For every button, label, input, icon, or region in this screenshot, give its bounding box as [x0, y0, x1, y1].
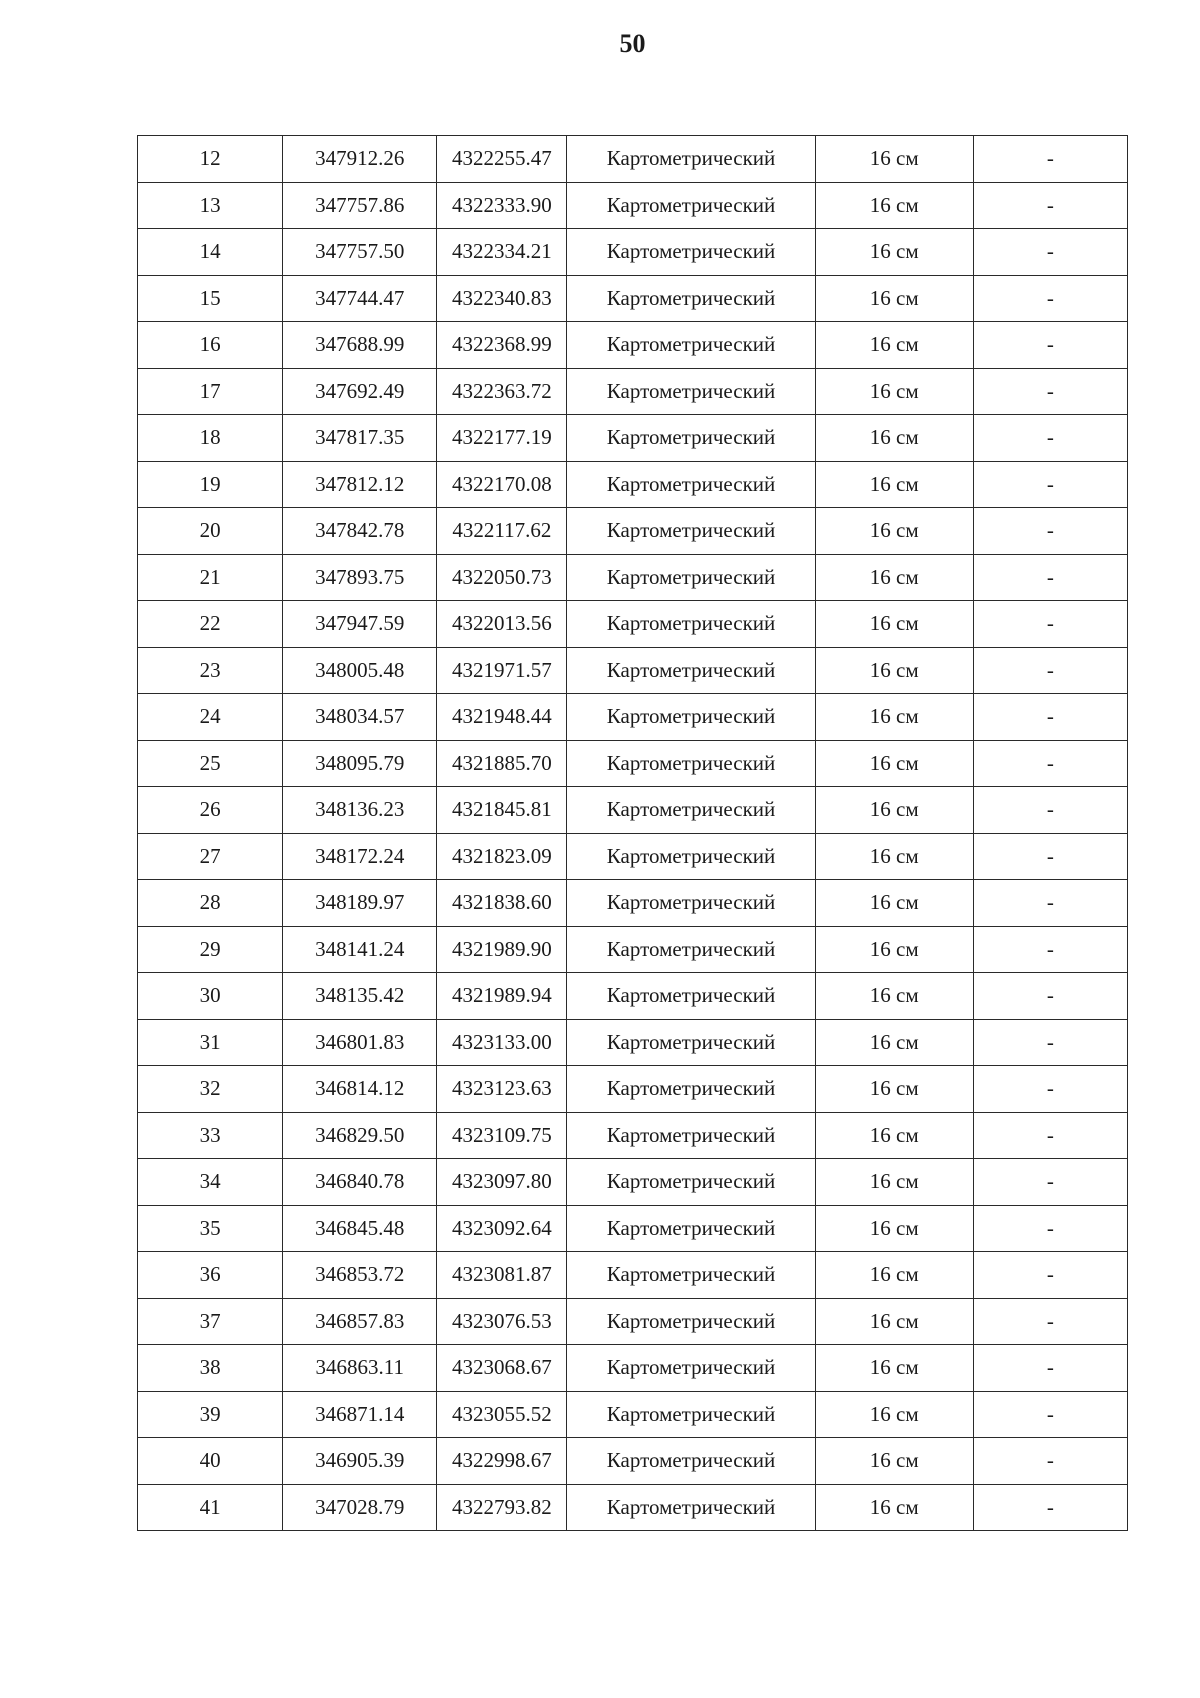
x-coordinate-cell: 347817.35 — [283, 415, 437, 462]
note-cell: - — [973, 136, 1127, 183]
table-row — [138, 368, 1128, 415]
x-coordinate-cell: 346905.39 — [283, 1438, 437, 1485]
point-number-cell: 17 — [138, 368, 283, 415]
accuracy-cell: 16 см — [815, 694, 973, 741]
table-row — [138, 461, 1128, 508]
x-coordinate-cell: 346863.11 — [283, 1345, 437, 1392]
x-coordinate-cell: 347692.49 — [283, 368, 437, 415]
note-cell: - — [973, 1484, 1127, 1531]
table-row — [138, 275, 1128, 322]
x-coordinate-cell: 347812.12 — [283, 461, 437, 508]
point-number-cell: 41 — [138, 1484, 283, 1531]
table-row — [138, 740, 1128, 787]
point-number-cell: 21 — [138, 554, 283, 601]
x-coordinate-cell: 348135.42 — [283, 973, 437, 1020]
point-number-cell: 34 — [138, 1159, 283, 1206]
method-cell: Картометрический — [567, 275, 815, 322]
method-cell: Картометрический — [567, 229, 815, 276]
x-coordinate-cell: 346845.48 — [283, 1205, 437, 1252]
accuracy-cell: 16 см — [815, 415, 973, 462]
x-coordinate-cell: 347744.47 — [283, 275, 437, 322]
y-coordinate-cell: 4323076.53 — [437, 1298, 567, 1345]
point-number-cell: 37 — [138, 1298, 283, 1345]
method-cell: Картометрический — [567, 833, 815, 880]
point-number-cell: 18 — [138, 415, 283, 462]
table-row — [138, 926, 1128, 973]
coordinates-table — [137, 135, 1128, 1531]
note-cell: - — [973, 694, 1127, 741]
point-number-cell: 38 — [138, 1345, 283, 1392]
note-cell: - — [973, 833, 1127, 880]
method-cell: Картометрический — [567, 1391, 815, 1438]
accuracy-cell: 16 см — [815, 1112, 973, 1159]
y-coordinate-cell: 4322363.72 — [437, 368, 567, 415]
table-row — [138, 833, 1128, 880]
y-coordinate-cell: 4322177.19 — [437, 415, 567, 462]
accuracy-cell: 16 см — [815, 461, 973, 508]
coordinates-table-body — [138, 136, 1128, 1531]
note-cell: - — [973, 1205, 1127, 1252]
table-row — [138, 508, 1128, 555]
y-coordinate-cell: 4323123.63 — [437, 1066, 567, 1113]
y-coordinate-cell: 4321948.44 — [437, 694, 567, 741]
point-number-cell: 36 — [138, 1252, 283, 1299]
point-number-cell: 26 — [138, 787, 283, 834]
accuracy-cell: 16 см — [815, 740, 973, 787]
x-coordinate-cell: 346857.83 — [283, 1298, 437, 1345]
method-cell: Картометрический — [567, 694, 815, 741]
note-cell: - — [973, 1112, 1127, 1159]
accuracy-cell: 16 см — [815, 647, 973, 694]
x-coordinate-cell: 348136.23 — [283, 787, 437, 834]
table-row — [138, 1252, 1128, 1299]
y-coordinate-cell: 4323097.80 — [437, 1159, 567, 1206]
point-number-cell: 30 — [138, 973, 283, 1020]
method-cell: Картометрический — [567, 973, 815, 1020]
point-number-cell: 19 — [138, 461, 283, 508]
table-row — [138, 229, 1128, 276]
y-coordinate-cell: 4322340.83 — [437, 275, 567, 322]
point-number-cell: 12 — [138, 136, 283, 183]
method-cell: Картометрический — [567, 368, 815, 415]
method-cell: Картометрический — [567, 601, 815, 648]
y-coordinate-cell: 4323081.87 — [437, 1252, 567, 1299]
table-row — [138, 136, 1128, 183]
point-number-cell: 15 — [138, 275, 283, 322]
y-coordinate-cell: 4322998.67 — [437, 1438, 567, 1485]
method-cell: Картометрический — [567, 1345, 815, 1392]
y-coordinate-cell: 4323109.75 — [437, 1112, 567, 1159]
x-coordinate-cell: 347757.86 — [283, 182, 437, 229]
accuracy-cell: 16 см — [815, 833, 973, 880]
table-row — [138, 973, 1128, 1020]
method-cell: Картометрический — [567, 1019, 815, 1066]
note-cell: - — [973, 740, 1127, 787]
note-cell: - — [973, 647, 1127, 694]
y-coordinate-cell: 4321989.90 — [437, 926, 567, 973]
method-cell: Картометрический — [567, 461, 815, 508]
note-cell: - — [973, 1345, 1127, 1392]
point-number-cell: 23 — [138, 647, 283, 694]
point-number-cell: 20 — [138, 508, 283, 555]
table-row — [138, 322, 1128, 369]
table-row — [138, 1484, 1128, 1531]
y-coordinate-cell: 4323068.67 — [437, 1345, 567, 1392]
y-coordinate-cell: 4322050.73 — [437, 554, 567, 601]
point-number-cell: 22 — [138, 601, 283, 648]
table-row — [138, 787, 1128, 834]
accuracy-cell: 16 см — [815, 182, 973, 229]
table-row — [138, 415, 1128, 462]
method-cell: Картометрический — [567, 1112, 815, 1159]
y-coordinate-cell: 4321989.94 — [437, 973, 567, 1020]
x-coordinate-cell: 346840.78 — [283, 1159, 437, 1206]
point-number-cell: 25 — [138, 740, 283, 787]
note-cell: - — [973, 322, 1127, 369]
y-coordinate-cell: 4321823.09 — [437, 833, 567, 880]
method-cell: Картометрический — [567, 926, 815, 973]
accuracy-cell: 16 см — [815, 322, 973, 369]
point-number-cell: 14 — [138, 229, 283, 276]
x-coordinate-cell: 348034.57 — [283, 694, 437, 741]
x-coordinate-cell: 348189.97 — [283, 880, 437, 927]
method-cell: Картометрический — [567, 1438, 815, 1485]
table-row — [138, 1438, 1128, 1485]
note-cell: - — [973, 275, 1127, 322]
x-coordinate-cell: 346801.83 — [283, 1019, 437, 1066]
point-number-cell: 40 — [138, 1438, 283, 1485]
note-cell: - — [973, 1252, 1127, 1299]
note-cell: - — [973, 1391, 1127, 1438]
table-row — [138, 1066, 1128, 1113]
table-row — [138, 1391, 1128, 1438]
note-cell: - — [973, 182, 1127, 229]
x-coordinate-cell: 348172.24 — [283, 833, 437, 880]
note-cell: - — [973, 415, 1127, 462]
point-number-cell: 39 — [138, 1391, 283, 1438]
method-cell: Картометрический — [567, 1484, 815, 1531]
note-cell: - — [973, 880, 1127, 927]
accuracy-cell: 16 см — [815, 1345, 973, 1392]
table-row — [138, 601, 1128, 648]
method-cell: Картометрический — [567, 1298, 815, 1345]
accuracy-cell: 16 см — [815, 973, 973, 1020]
method-cell: Картометрический — [567, 322, 815, 369]
accuracy-cell: 16 см — [815, 1205, 973, 1252]
y-coordinate-cell: 4321885.70 — [437, 740, 567, 787]
accuracy-cell: 16 см — [815, 229, 973, 276]
y-coordinate-cell: 4322333.90 — [437, 182, 567, 229]
method-cell: Картометрический — [567, 787, 815, 834]
table-row — [138, 182, 1128, 229]
accuracy-cell: 16 см — [815, 1438, 973, 1485]
point-number-cell: 27 — [138, 833, 283, 880]
point-number-cell: 31 — [138, 1019, 283, 1066]
y-coordinate-cell: 4322793.82 — [437, 1484, 567, 1531]
note-cell: - — [973, 787, 1127, 834]
x-coordinate-cell: 348005.48 — [283, 647, 437, 694]
x-coordinate-cell: 348141.24 — [283, 926, 437, 973]
table-row — [138, 1019, 1128, 1066]
x-coordinate-cell: 346871.14 — [283, 1391, 437, 1438]
accuracy-cell: 16 см — [815, 1391, 973, 1438]
accuracy-cell: 16 см — [815, 601, 973, 648]
accuracy-cell: 16 см — [815, 136, 973, 183]
page-number: 50 — [619, 29, 646, 58]
method-cell: Картометрический — [567, 508, 815, 555]
x-coordinate-cell: 347842.78 — [283, 508, 437, 555]
x-coordinate-cell: 347912.26 — [283, 136, 437, 183]
note-cell: - — [973, 461, 1127, 508]
x-coordinate-cell: 348095.79 — [283, 740, 437, 787]
note-cell: - — [973, 1066, 1127, 1113]
point-number-cell: 33 — [138, 1112, 283, 1159]
point-number-cell: 29 — [138, 926, 283, 973]
note-cell: - — [973, 554, 1127, 601]
method-cell: Картометрический — [567, 1205, 815, 1252]
point-number-cell: 13 — [138, 182, 283, 229]
method-cell: Картометрический — [567, 880, 815, 927]
method-cell: Картометрический — [567, 1066, 815, 1113]
note-cell: - — [973, 229, 1127, 276]
x-coordinate-cell: 346814.12 — [283, 1066, 437, 1113]
x-coordinate-cell: 347947.59 — [283, 601, 437, 648]
y-coordinate-cell: 4321845.81 — [437, 787, 567, 834]
y-coordinate-cell: 4321971.57 — [437, 647, 567, 694]
y-coordinate-cell: 4322170.08 — [437, 461, 567, 508]
table-row — [138, 554, 1128, 601]
y-coordinate-cell: 4323133.00 — [437, 1019, 567, 1066]
method-cell: Картометрический — [567, 415, 815, 462]
method-cell: Картометрический — [567, 740, 815, 787]
y-coordinate-cell: 4322368.99 — [437, 322, 567, 369]
table-row — [138, 694, 1128, 741]
accuracy-cell: 16 см — [815, 880, 973, 927]
point-number-cell: 32 — [138, 1066, 283, 1113]
point-number-cell: 16 — [138, 322, 283, 369]
method-cell: Картометрический — [567, 182, 815, 229]
x-coordinate-cell: 347893.75 — [283, 554, 437, 601]
point-number-cell: 28 — [138, 880, 283, 927]
table-row — [138, 880, 1128, 927]
x-coordinate-cell: 346829.50 — [283, 1112, 437, 1159]
y-coordinate-cell: 4321838.60 — [437, 880, 567, 927]
accuracy-cell: 16 см — [815, 787, 973, 834]
point-number-cell: 35 — [138, 1205, 283, 1252]
accuracy-cell: 16 см — [815, 926, 973, 973]
note-cell: - — [973, 601, 1127, 648]
method-cell: Картометрический — [567, 136, 815, 183]
x-coordinate-cell: 346853.72 — [283, 1252, 437, 1299]
y-coordinate-cell: 4322334.21 — [437, 229, 567, 276]
method-cell: Картометрический — [567, 647, 815, 694]
point-number-cell: 24 — [138, 694, 283, 741]
accuracy-cell: 16 см — [815, 1019, 973, 1066]
accuracy-cell: 16 см — [815, 275, 973, 322]
table-row — [138, 1345, 1128, 1392]
method-cell: Картометрический — [567, 554, 815, 601]
note-cell: - — [973, 368, 1127, 415]
note-cell: - — [973, 1438, 1127, 1485]
x-coordinate-cell: 347028.79 — [283, 1484, 437, 1531]
accuracy-cell: 16 см — [815, 1066, 973, 1113]
note-cell: - — [973, 508, 1127, 555]
y-coordinate-cell: 4323055.52 — [437, 1391, 567, 1438]
table-row — [138, 1112, 1128, 1159]
accuracy-cell: 16 см — [815, 1484, 973, 1531]
table-row — [138, 1298, 1128, 1345]
note-cell: - — [973, 973, 1127, 1020]
accuracy-cell: 16 см — [815, 1298, 973, 1345]
y-coordinate-cell: 4322255.47 — [437, 136, 567, 183]
table-row — [138, 647, 1128, 694]
method-cell: Картометрический — [567, 1252, 815, 1299]
method-cell: Картометрический — [567, 1159, 815, 1206]
note-cell: - — [973, 1019, 1127, 1066]
x-coordinate-cell: 347757.50 — [283, 229, 437, 276]
accuracy-cell: 16 см — [815, 368, 973, 415]
note-cell: - — [973, 1298, 1127, 1345]
y-coordinate-cell: 4322117.62 — [437, 508, 567, 555]
note-cell: - — [973, 926, 1127, 973]
accuracy-cell: 16 см — [815, 1159, 973, 1206]
y-coordinate-cell: 4322013.56 — [437, 601, 567, 648]
table-row — [138, 1205, 1128, 1252]
x-coordinate-cell: 347688.99 — [283, 322, 437, 369]
accuracy-cell: 16 см — [815, 508, 973, 555]
table-row — [138, 1159, 1128, 1206]
y-coordinate-cell: 4323092.64 — [437, 1205, 567, 1252]
note-cell: - — [973, 1159, 1127, 1206]
accuracy-cell: 16 см — [815, 554, 973, 601]
accuracy-cell: 16 см — [815, 1252, 973, 1299]
